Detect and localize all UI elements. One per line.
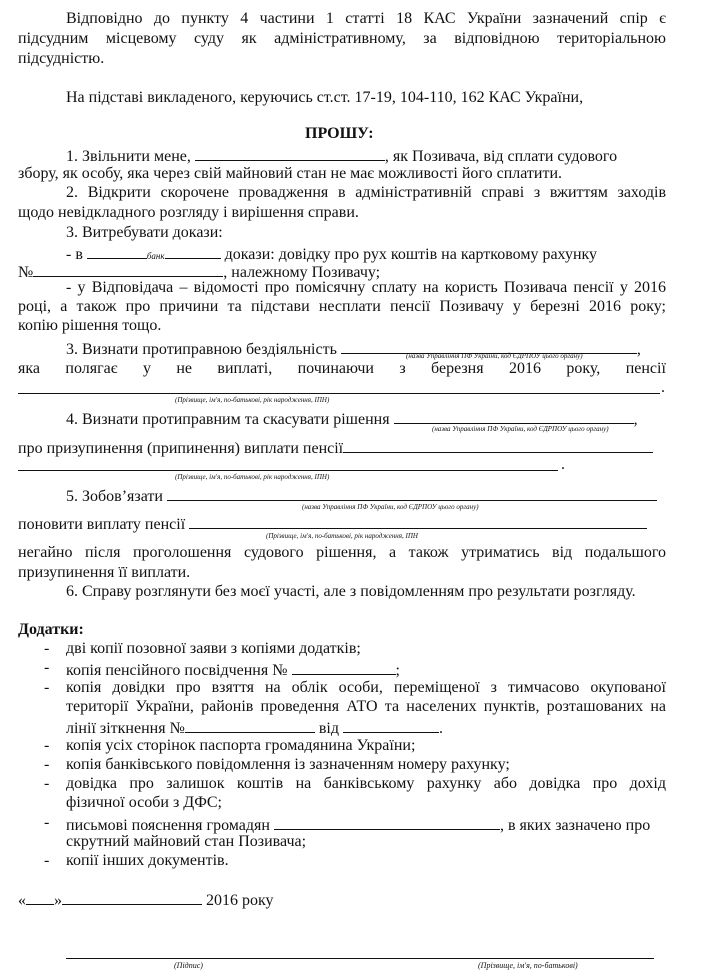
item5-line-3: негайно після проголошення судового рішення, а також утриматись від подальшого <box>18 544 666 561</box>
bullet-3: - <box>44 679 50 696</box>
word-6: починаючи <box>297 360 374 377</box>
date-year: 2016 року <box>206 892 274 909</box>
basis-line: На підставі викладеного, керуючись ст.ст. 17-19, 104-110, 162 КАС України, <box>66 89 584 106</box>
pension-certificate-blank[interactable] <box>292 658 396 675</box>
attachment-8: копії інших документів. <box>66 852 229 869</box>
date-quote-close: » <box>54 892 62 909</box>
attachment-7-text: письмові пояснення громадян <box>66 817 270 834</box>
item4-text: 4. Визнати протиправним та скасувати рішення <box>66 411 390 428</box>
word-3: у <box>142 360 151 377</box>
bullet-6: - <box>44 775 50 792</box>
item4-line-2 <box>18 436 653 459</box>
word-8: березня <box>431 360 484 377</box>
word-5: виплаті, <box>217 360 273 377</box>
request-title: ПРОШУ: <box>305 125 374 142</box>
signature-line[interactable] <box>66 958 654 959</box>
word-9: 2016 <box>508 360 541 377</box>
item5-line-4: призупинення її виплати. <box>18 564 191 581</box>
bank-caption: банк <box>146 251 165 261</box>
bullet-7: - <box>44 814 50 831</box>
pensioner-caption-1: (Прізвище, ім'я, по-батькові, рік народження, ІПН) <box>175 396 330 404</box>
month-blank[interactable] <box>62 888 202 905</box>
attachment-3-text: лінії зіткнення № <box>66 720 185 737</box>
attachment-3-line-1: копія довідки про взяття на облік особи, переміщеної з тимчасово окупованої <box>66 679 666 696</box>
pensioner-blank-3[interactable] <box>189 512 647 529</box>
bullet-2: - <box>44 659 50 676</box>
pensioner-blank-2a[interactable] <box>343 436 653 453</box>
attachment-2-end: ; <box>395 662 400 679</box>
item3b-line-1: 3. Визнати протиправною бездіяльність , <box>66 337 641 360</box>
attachments-heading: Додатки: <box>18 621 84 638</box>
pensioner-caption-3: (Прізвище, ім'я, по-батькові, рік народження, ІПН <box>266 532 418 540</box>
item3-line-6: копію рішення тощо. <box>18 317 162 334</box>
bullet-8: - <box>44 852 50 869</box>
attachment-2-text: копія пенсійного посвідчення № <box>66 662 288 679</box>
bullet-4: - <box>44 737 50 754</box>
word-11: пенсії <box>625 360 666 377</box>
date-line <box>18 888 274 911</box>
item4-line-1: 4. Визнати протиправним та скасувати рішення , <box>66 407 638 430</box>
attachment-3-from: від <box>318 720 339 737</box>
bullet-1: - <box>44 640 50 657</box>
attachment-1: дві копії позовної заяви з копіями додатків; <box>66 640 361 657</box>
pensioner-blank-1[interactable] <box>18 393 660 394</box>
item2-line-2: щодо невідкладного розгляду і вирішення справи. <box>18 204 359 221</box>
attachment-4: копія усіх сторінок паспорта громадянина України; <box>66 737 416 754</box>
pf-office-blank-3[interactable] <box>167 484 657 501</box>
attachment-7-text-end: , в яких зазначено про <box>499 817 651 834</box>
day-blank[interactable] <box>26 888 54 905</box>
item3-evidence-text: докази: довідку про рух коштів на картковому рахунку <box>224 246 598 263</box>
displaced-certificate-date-blank[interactable] <box>343 716 439 733</box>
attachment-5: копія банківського повідомлення із зазначенням номеру рахунку; <box>66 756 510 773</box>
citizens-blank[interactable] <box>274 813 500 830</box>
name-caption: (Прізвище, ім'я, по-батькові) <box>478 961 578 970</box>
word-1: яка <box>18 360 40 377</box>
intro-line-3: підсудністю. <box>18 50 105 67</box>
intro-line-2: підсудним місцевому суду як адміністративному, за відповідною територіальною <box>18 30 666 47</box>
plaintiff-name-blank[interactable] <box>195 144 385 161</box>
date-quote-open: « <box>18 892 26 909</box>
pf-office-caption-2: (назва Управління ПФ України, код ЄДРПОУ цього органу) <box>432 425 609 433</box>
word-7: з <box>399 360 406 377</box>
item3-line-5: році, а також про причини та підстави несплати пенсії Позивачу у березні 2016 року; <box>18 298 666 315</box>
item3-in-text: - в <box>66 246 83 263</box>
bank-blank-2[interactable] <box>165 242 221 259</box>
attachment-6-line-1: довідка про залишок коштів на банківському рахунку або довідка про дохід <box>66 775 666 792</box>
item2-line-1: 2. Відкрити скорочене провадження в адміністративній справі з вжиттям заходів <box>66 184 666 201</box>
attachment-7-line-2: скрутний майновий стан Позивача; <box>66 833 307 850</box>
bullet-5: - <box>44 756 50 773</box>
account-number-blank[interactable] <box>33 260 223 277</box>
pensioner-caption-2: (Прізвище, ім'я, по-батькові, рік народження, ІПН) <box>175 473 330 481</box>
pensioner-blank-2b[interactable] <box>18 470 558 471</box>
account-number-sign: № <box>18 264 34 281</box>
period-mark-2: . <box>561 456 565 473</box>
item3b-line-2 <box>18 359 666 379</box>
displaced-certificate-number-blank[interactable] <box>185 716 315 733</box>
pf-office-blank-2[interactable] <box>394 407 634 424</box>
item6-line: 6. Справу розглянути без моєї участі, але з повідомленням про результати розгляду. <box>66 583 636 600</box>
pf-office-caption-1: (назва Управління ПФ України, код ЄДРПОУ цього органу) <box>406 352 583 360</box>
item1-text-b: , як Позивача, від сплати судового <box>384 148 618 165</box>
attachment-3-end: . <box>438 720 443 737</box>
item3b-text: 3. Визнати протиправною бездіяльність <box>66 341 337 358</box>
item3-line-1: 3. Витребувати докази: <box>66 224 223 241</box>
item5-text: 5. Зобов’язати <box>66 488 163 505</box>
period-mark: . <box>661 379 665 396</box>
pf-office-caption-3: (назва Управління ПФ України, код ЄДРПОУ цього органу) <box>302 503 479 511</box>
item1-line-2: збору, як особу, яка через свій майновий стан не має можливості його сплатити. <box>18 165 563 182</box>
item3-line-4: - у Відповідача – відомості про помісячну сплату на користь Позивача пенсії у 2016 <box>66 279 666 296</box>
item1-text-a: 1. Звільнити мене, <box>66 148 191 165</box>
item5-resume-text: поновити виплату пенсії <box>18 516 186 533</box>
word-2: полягає <box>65 360 118 377</box>
intro-line-1: Відповідно до пункту 4 частини 1 статті 18 КАС України зазначений спір є <box>66 10 666 27</box>
word-4: не <box>176 360 193 377</box>
item3-plaintiff-text: , належному Позивачу; <box>223 264 381 281</box>
item4-suspension-text: про призупинення (припинення) виплати пенсії <box>18 440 344 457</box>
attachment-3-line-2: території України, районів проведення АТО та населених пунктів, розташованих на <box>66 698 666 715</box>
attachment-6-line-2: фізичної особи з ДФС; <box>66 794 222 811</box>
signature-caption: (Підпис) <box>174 961 203 970</box>
bank-blank-1[interactable] <box>87 242 147 259</box>
word-10: року, <box>566 360 601 377</box>
